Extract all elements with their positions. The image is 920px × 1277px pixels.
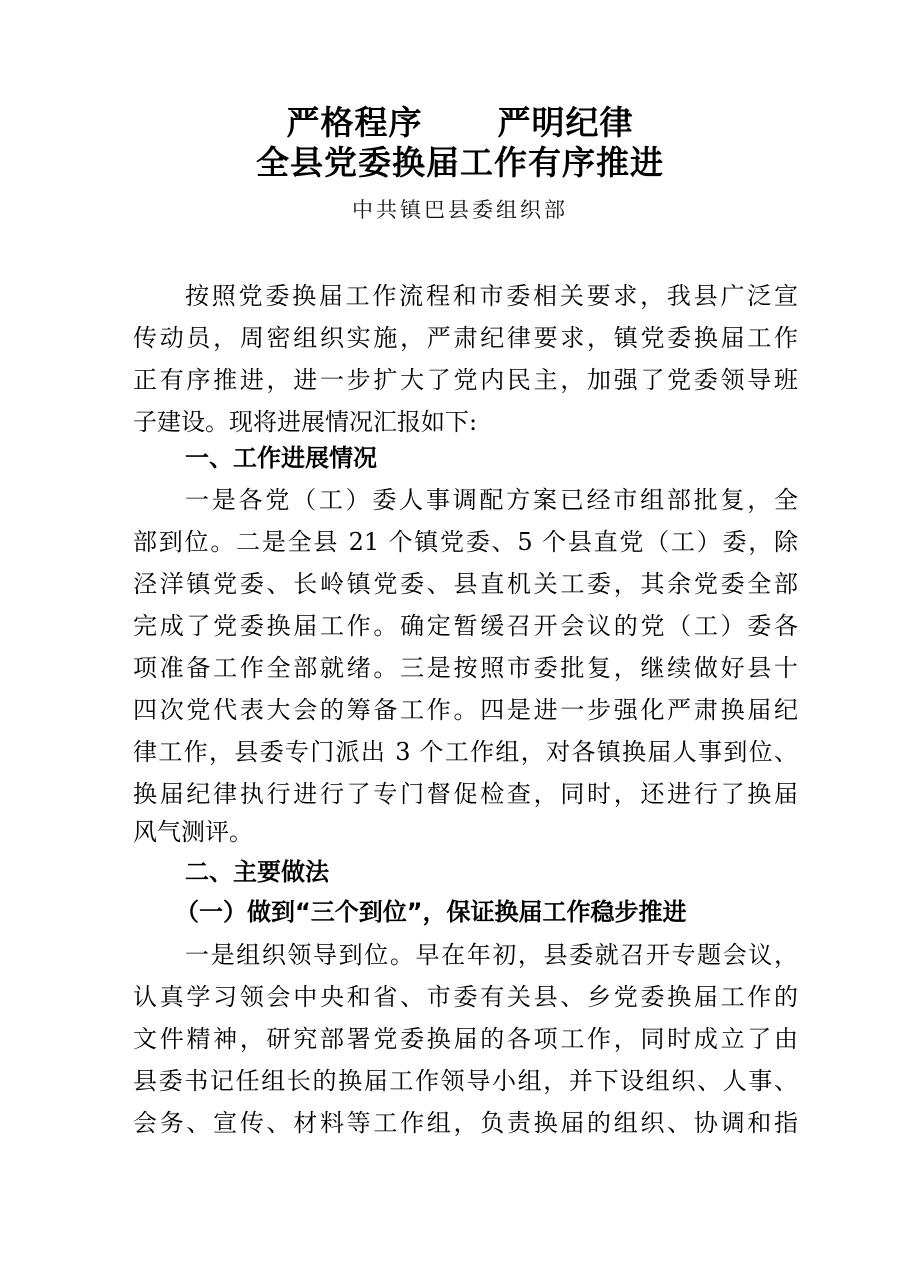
subsection-1-line: 会务、宣传、材料等工作组，负责换届的组织、协调和指 [133,1109,798,1137]
section-1-line: 换届纪律执行进行了专门督促检查，同时，还进行了换届 [133,780,798,808]
section-1-line: 律工作，县委专门派出 3 个工作组，对各镇换届人事到位、 [133,738,798,766]
document-title-line-2: 全县党委换届工作有序推进 [256,143,664,182]
subsection-1-line: 文件精神，研究部署党委换届的各项工作，同时成立了由 [133,1025,798,1053]
section-1-line: 一是各党（工）委人事调配方案已经市组部批复，全 [185,486,798,514]
subsection-1-line: 一是组织领导到位。早在年初，县委就召开专题会议， [185,941,798,969]
section-2-heading: 二、主要做法 [185,858,329,886]
subsection-1-line: 县委书记任组长的换届工作领导小组，并下设组织、人事、 [133,1067,798,1095]
section-1-line: 泾洋镇党委、长岭镇党委、县直机关工委，其余党委全部 [133,570,798,598]
subsection-1-line: 认真学习领会中央和省、市委有关县、乡党委换届工作的 [133,983,798,1011]
intro-line: 传动员，周密组织实施，严肃纪律要求，镇党委换届工作 [133,324,798,352]
section-1-line: 风气测评。 [133,818,253,846]
intro-line: 子建设。现将进展情况汇报如下: [133,408,478,436]
document-title-line-1: 严格程序 严明纪律 [286,103,634,142]
section-1-line: 四次党代表大会的筹备工作。四是进一步强化严肃换届纪 [133,696,798,724]
section-1-heading: 一、工作进展情况 [185,444,377,472]
section-1-line: 部到位。二是全县 21 个镇党委、5 个县直党（工）委，除 [133,528,798,556]
document-author: 中共镇巴县委组织部 [352,198,568,222]
section-1-line: 完成了党委换届工作。确定暂缓召开会议的党（工）委各 [133,612,798,640]
section-1-line: 项准备工作全部就绪。三是按照市委批复，继续做好县十 [133,654,798,682]
subsection-1-heading: （一）做到“三个到位”，保证换届工作稳步推进 [175,898,687,926]
intro-line: 正有序推进，进一步扩大了党内民主，加强了党委领导班 [133,366,798,394]
intro-line: 按照党委换届工作流程和市委相关要求，我县广泛宣 [185,282,798,310]
